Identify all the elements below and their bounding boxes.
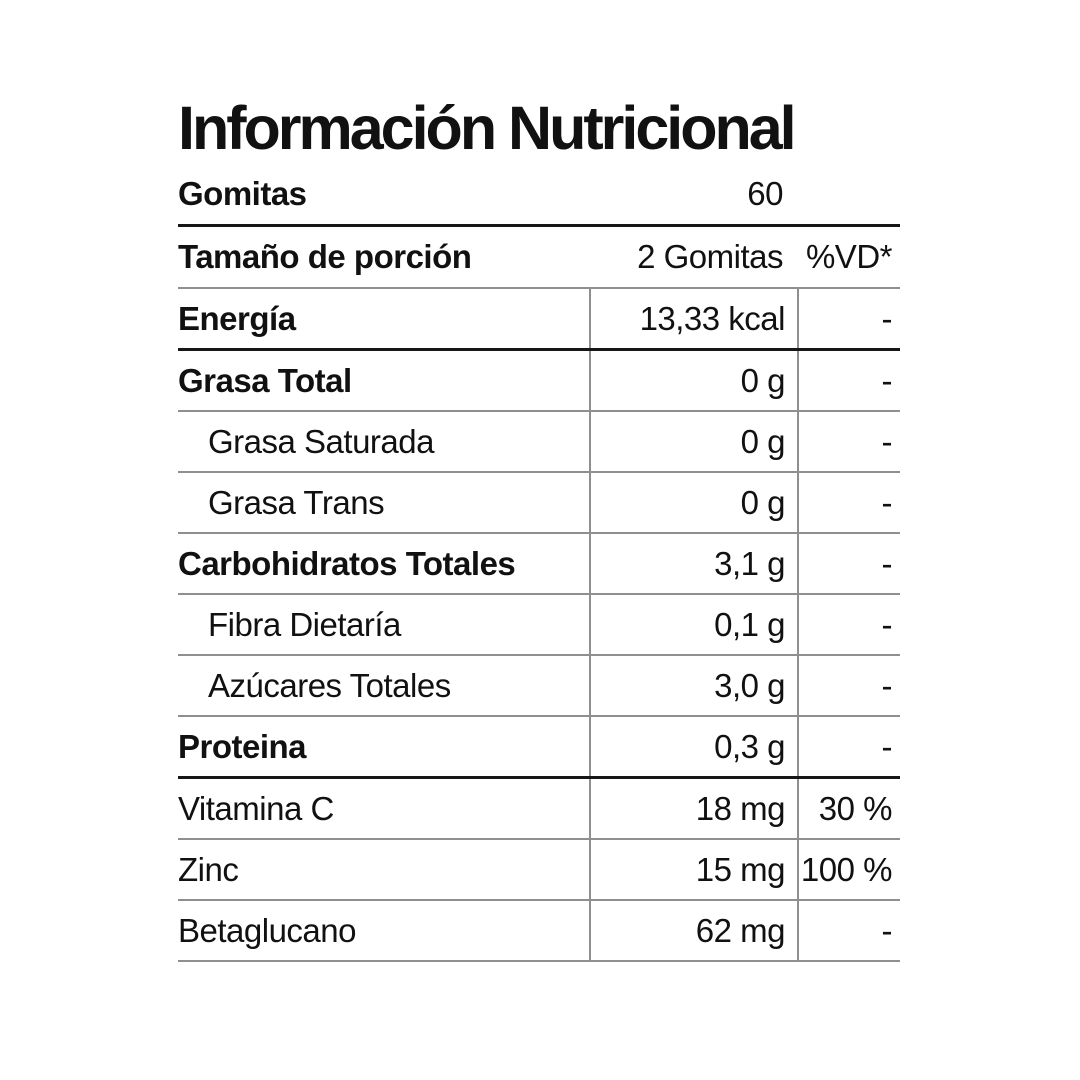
row-label: Energía [178, 299, 296, 337]
table-row-vitamina-c [178, 779, 900, 840]
table-row-carbohidratos [178, 534, 900, 595]
serving-size-row [178, 227, 900, 289]
row-dv: - [881, 727, 892, 765]
row-dv: 30 % [818, 789, 892, 827]
servings-row [178, 164, 900, 227]
serving-size-label: Tamaño de porción [178, 238, 472, 275]
row-label: Grasa Trans [208, 483, 385, 521]
row-value: 0 g [589, 412, 799, 471]
row-value: 0,3 g [589, 717, 799, 776]
row-value: 0 g [589, 473, 799, 532]
servings-value: 60 [747, 175, 783, 212]
table-row-grasa-saturada [178, 412, 900, 473]
dv-column-header: %VD* [805, 238, 892, 275]
row-value: 18 mg [589, 779, 799, 838]
row-value: 0,1 g [589, 595, 799, 654]
page-title: Información Nutricional [178, 94, 794, 162]
row-dv: 100 % [800, 850, 892, 888]
table-row-grasa-trans [178, 473, 900, 534]
table-row-betaglucano [178, 901, 900, 962]
row-value: 0 g [589, 351, 799, 410]
servings-label: Gomitas [178, 175, 307, 212]
table-row-zinc [178, 840, 900, 901]
table-row-energia [178, 289, 900, 351]
row-label: Grasa Total [178, 361, 352, 399]
nutrition-facts-table [178, 92, 900, 962]
row-value: 3,1 g [589, 534, 799, 593]
row-label: Grasa Saturada [208, 422, 434, 460]
table-row-proteina [178, 717, 900, 779]
row-label: Carbohidratos Totales [178, 544, 516, 582]
row-dv: - [881, 483, 892, 521]
table-row-grasa-total [178, 351, 900, 412]
row-dv: - [881, 605, 892, 643]
table-row-fibra [178, 595, 900, 656]
row-value: 3,0 g [589, 656, 799, 715]
row-label: Zinc [178, 850, 239, 888]
row-value: 62 mg [589, 901, 799, 960]
row-label: Proteina [178, 727, 307, 765]
row-value: 15 mg [589, 840, 799, 899]
row-dv: - [881, 361, 892, 399]
row-label: Fibra Dietaría [208, 605, 401, 643]
row-value: 13,33 kcal [589, 289, 799, 348]
row-dv: - [881, 544, 892, 582]
row-label: Vitamina C [178, 789, 334, 827]
row-label: Betaglucano [178, 911, 356, 949]
row-dv: - [881, 911, 892, 949]
row-dv: - [881, 666, 892, 704]
serving-size-value: 2 Gomitas [637, 238, 783, 275]
row-label: Azúcares Totales [208, 666, 451, 704]
row-dv: - [881, 422, 892, 460]
table-row-azucares [178, 656, 900, 717]
row-dv: - [881, 299, 892, 337]
